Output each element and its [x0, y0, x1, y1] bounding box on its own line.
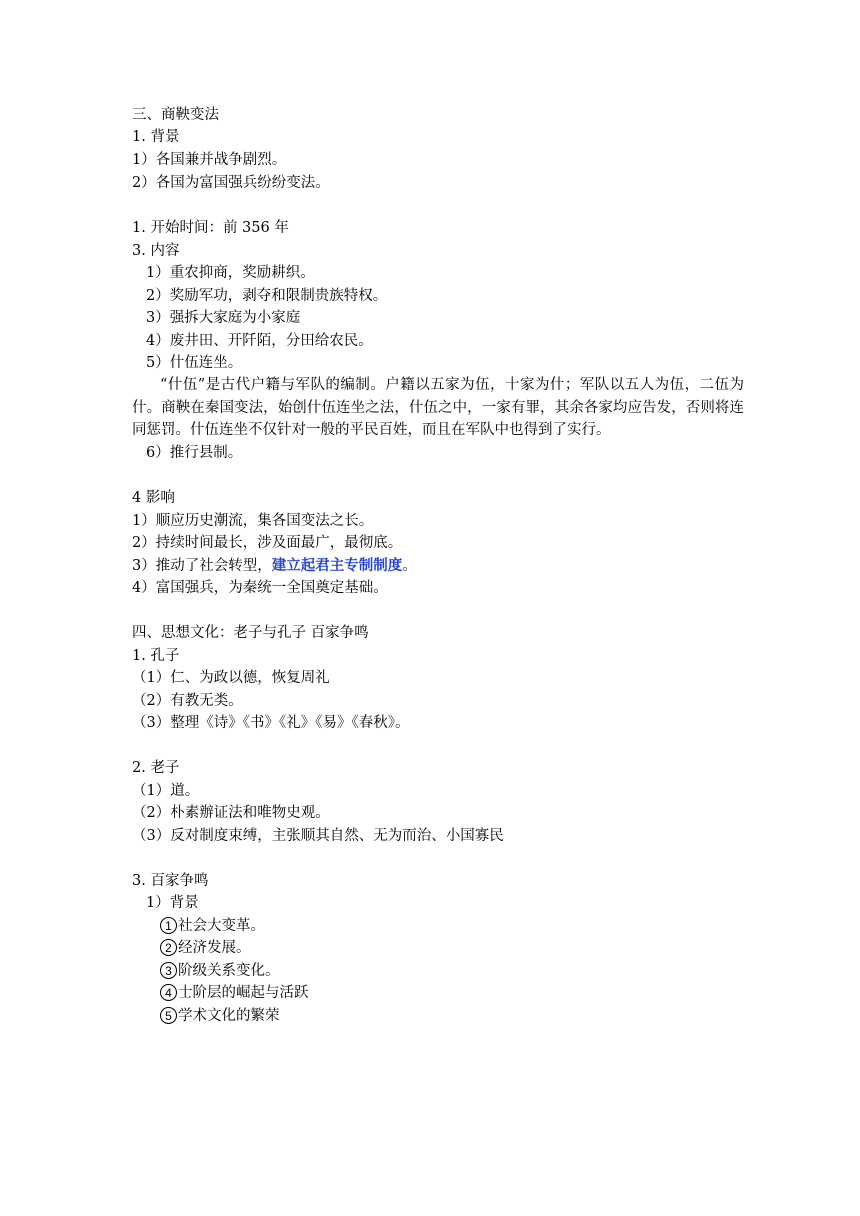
hundred-schools-item-4: 4 士阶层的崛起与活跃 — [160, 982, 309, 1004]
background-item-1: 1）各国兼并战争剧烈。 — [132, 152, 287, 168]
circled-number-marker: 2 — [160, 939, 177, 956]
laozi-item-3: （3）反对制度束缚，主张顺其自然、无为而治、小国寡民 — [132, 828, 504, 844]
circled-number-marker: 4 — [160, 984, 177, 1001]
circled-number-marker: 3 — [160, 962, 177, 979]
confucius-item-2: （2）有教无类。 — [132, 693, 243, 709]
start-time: 1. 开始时间：前 356 年 — [132, 220, 289, 236]
confucius-item-3: （3）整理《诗》《书》《礼》《易》《春秋》。 — [132, 715, 410, 731]
section-4-title: 四、思想文化：老子与孔子 百家争鸣 — [132, 625, 369, 641]
impact-item-1: 1）顺应历史潮流，集各国变法之长。 — [132, 513, 374, 529]
circled-number-marker: 1 — [160, 917, 177, 934]
content-item-5: 5）什伍连坐。 — [146, 355, 243, 371]
impact-item-3-highlight: 建立起君主专制制度 — [271, 557, 403, 574]
shiwu-paragraph: “什伍”是古代户籍与军队的编制。户籍以五家为伍，十家为什；军队以五人为伍，二伍为什。商鞅在秦国变法，始创什伍连坐之法，什伍之中，一家有罪，其余各家均应告发，否则将连同惩罚。什伍连坐不仅针对一般的平民百姓，而且在军队中也得到了实行。 — [132, 377, 744, 438]
laozi-heading: 2. 老子 — [132, 760, 180, 776]
hundred-schools-item-5: 5 学术文化的繁荣 — [160, 1005, 280, 1027]
hundred-schools-subheading: 1）背景 — [146, 895, 199, 911]
section-3-title: 三、商鞅变法 — [132, 107, 219, 123]
laozi-item-1: （1）道。 — [132, 783, 200, 799]
hundred-schools-heading: 3. 百家争鸣 — [132, 873, 209, 889]
hundred-schools-item-2: 2 经济发展。 — [160, 937, 251, 959]
content-item-2: 2）奖励军功，剥夺和限制贵族特权。 — [146, 288, 388, 304]
impact-item-4: 4）富国强兵，为秦统一全国奠定基础。 — [132, 580, 388, 596]
impact-item-3-prefix: 3）推动了社会转型， — [132, 558, 272, 574]
background-heading: 1. 背景 — [132, 129, 180, 145]
confucius-item-1: （1）仁、为政以德，恢复周礼 — [132, 670, 330, 686]
impact-item-2: 2）持续时间最长，涉及面最广，最彻底。 — [132, 535, 403, 551]
hundred-schools-item-1: 1 社会大变革。 — [160, 915, 265, 937]
content-heading: 3. 内容 — [132, 243, 180, 259]
laozi-item-2: （2）朴素辦证法和唯物史观。 — [132, 805, 330, 821]
circled-number-marker: 5 — [160, 1007, 177, 1024]
background-item-2: 2）各国为富国强兵纷纷变法。 — [132, 175, 330, 191]
content-item-6: 6）推行县制。 — [146, 445, 243, 461]
content-item-1: 1）重农抑商，奖励耕织。 — [146, 265, 315, 281]
impact-item-3 — [132, 555, 417, 577]
confucius-heading: 1. 孔子 — [132, 648, 180, 664]
content-item-4: 4）废井田、开阡陌，分田给农民。 — [146, 333, 373, 349]
impact-item-3-suffix: 。 — [402, 558, 417, 574]
content-item-3: 3）强拆大家庭为小家庭 — [146, 310, 301, 326]
impact-heading: 4 影响 — [132, 490, 175, 506]
hundred-schools-item-3: 3 阶级关系变化。 — [160, 960, 280, 982]
